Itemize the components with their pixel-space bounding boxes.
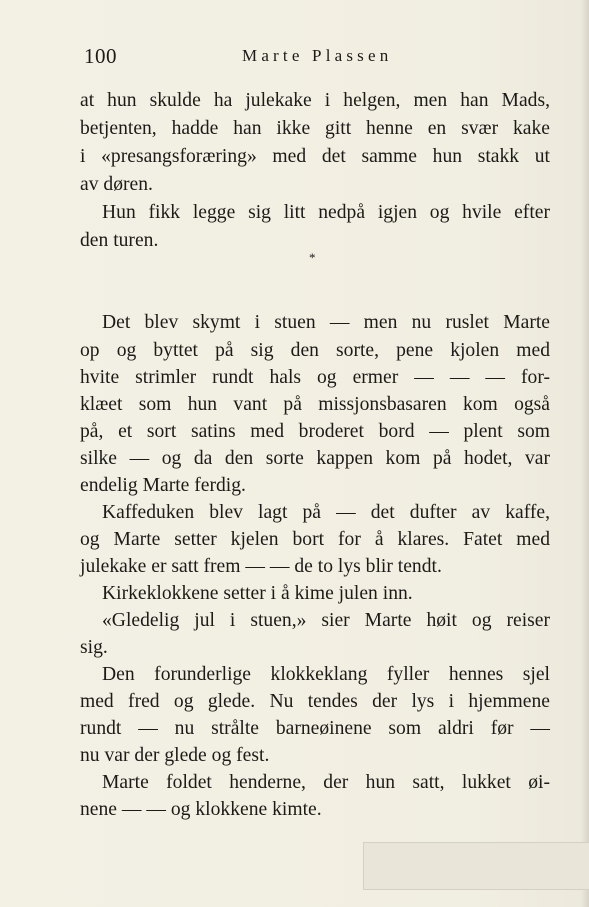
text-line: av døren. <box>80 174 153 195</box>
text-line: Hun fikk legge sig litt nedpå igjen og hvile efter <box>102 202 550 223</box>
text-line: på, et sort satins med broderet bord — plent som <box>80 421 550 442</box>
text-line: i «presangsforæring» med det samme hun stakk ut <box>80 146 550 167</box>
text-line: «Gledelig jul i stuen,» sier Marte høit og reiser <box>102 610 550 631</box>
text-line: julekake er satt frem — — de to lys blir tendt. <box>80 556 442 577</box>
text-line: hvite strimler rundt hals og ermer — — — for- <box>80 367 550 388</box>
text-line: Kaffeduken blev lagt på — det dufter av kaffe, <box>102 502 550 523</box>
text-line: klæet som hun vant på missjonsbasaren kom også <box>80 394 550 415</box>
text-line: op og byttet på sig den sorte, pene kjolen med <box>80 340 550 361</box>
text-line: med fred og glede. Nu tendes der lys i hjemmene <box>80 691 550 712</box>
text-line: at hun skulde ha julekake i helgen, men han Mads, <box>80 90 550 111</box>
paper-slip <box>363 842 589 890</box>
page-edge-shadow <box>581 0 589 907</box>
text-line: nu var der glede og fest. <box>80 745 270 766</box>
section-break-asterisk: * <box>309 250 316 265</box>
text-line: silke — og da den sorte kappen kom på hodet, var <box>80 448 550 469</box>
text-line: og Marte setter kjelen bort for å klares. Fatet med <box>80 529 550 550</box>
text-line: Kirkeklokkene setter i å kime julen inn. <box>102 583 413 604</box>
text-line: rundt — nu strålte barneøinene som aldri før — <box>80 718 550 739</box>
text-line: betjenten, hadde han ikke gitt henne en svær kake <box>80 118 550 139</box>
text-line: den turen. <box>80 230 159 251</box>
text-line: Det blev skymt i stuen — men nu ruslet Marte <box>102 312 550 333</box>
text-line: Marte foldet henderne, der hun satt, lukket øi- <box>102 772 550 793</box>
page-number: 100 <box>84 44 117 68</box>
text-line: nene — — og klokkene kimte. <box>80 799 322 820</box>
page-header <box>84 44 554 74</box>
text-line: endelig Marte ferdig. <box>80 475 246 496</box>
text-line: Den forunderlige klokkeklang fyller hennes sjel <box>102 664 550 685</box>
text-line: sig. <box>80 637 108 658</box>
running-title: Marte Plassen <box>242 46 393 65</box>
